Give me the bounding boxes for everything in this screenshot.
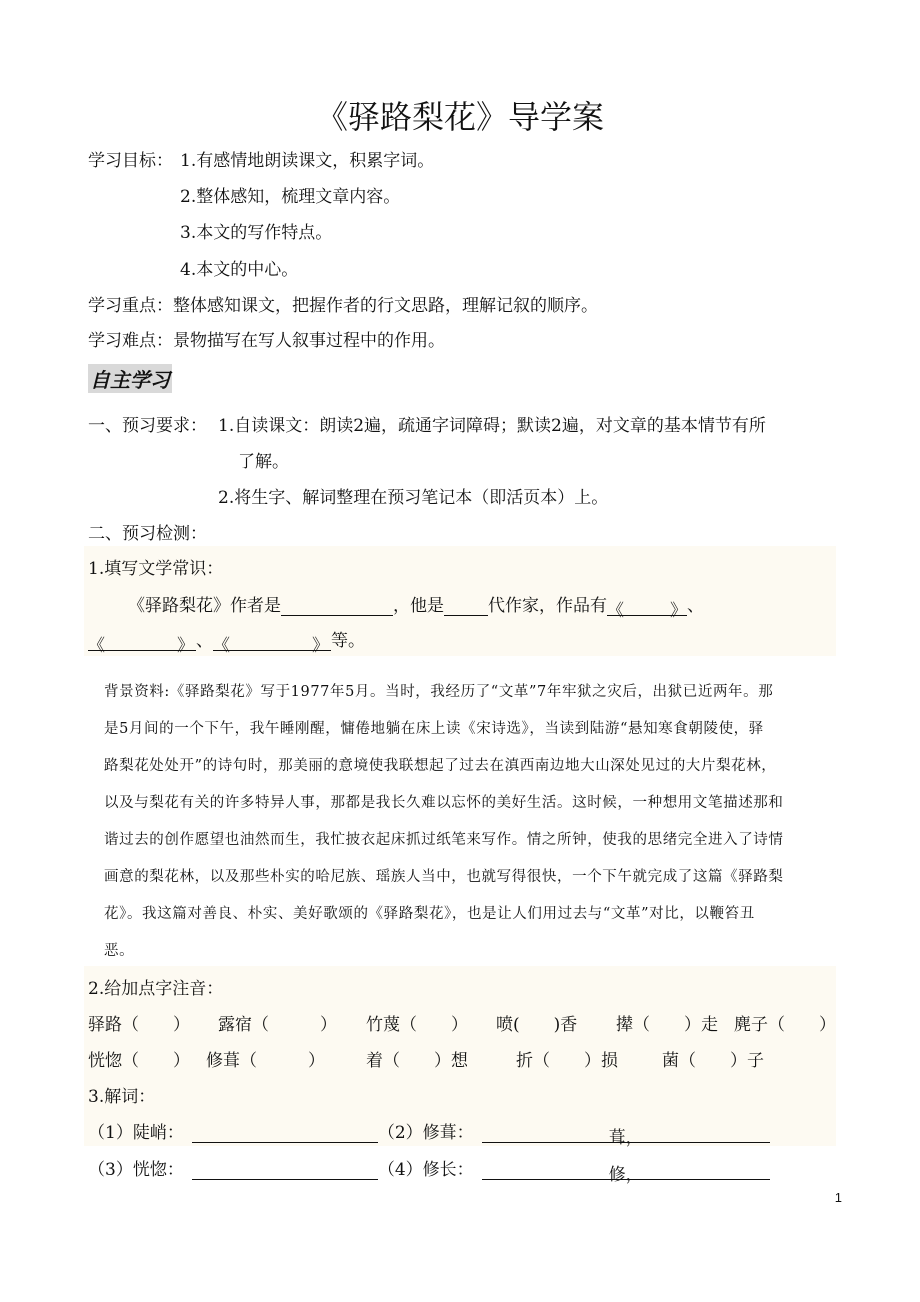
work-blank-1[interactable]: [607, 596, 687, 622]
pinyin-item: 麂子（ ）: [734, 1015, 836, 1035]
background-line: 花》。我这篇对善良、朴实、美好歌颂的《驿路梨花》，也是让人们用过去与“文革”对比，以鞭笞丑: [104, 906, 755, 922]
bracket: 》: [670, 601, 687, 622]
background-line: 恶。: [104, 943, 135, 959]
pinyin-item: 撵（ ）走: [616, 1015, 718, 1035]
q3-row1: [88, 1118, 770, 1149]
era-blank[interactable]: [444, 596, 488, 616]
bracket: 《: [213, 636, 230, 657]
separator: 、: [687, 596, 704, 616]
term-label: （1）陡峭：: [88, 1123, 184, 1143]
q1-text: 《驿路梨花》作者是: [128, 596, 281, 616]
difficulty: 学习难点：景物描写在写人叙事过程中的作用。: [88, 331, 445, 351]
pinyin-item: 喷( )香: [496, 1015, 578, 1035]
answer-blank[interactable]: [192, 1160, 378, 1180]
background-line: 是5月间的一个下午，我午睡刚醒，慵倦地躺在床上读《宋诗选》，当读到陆游“悬知寒食朝陵使，驿: [104, 721, 764, 737]
pinyin-item: 驿路（ ）: [88, 1015, 190, 1035]
work-blank-3[interactable]: [213, 631, 331, 657]
background-line: 谐过去的创作愿望也油然而生，我忙披衣起床抓过纸笔来写作。情之所钟，使我的思绪完全进入了诗情: [104, 832, 784, 848]
q1-label: 1.填写文学常识：: [88, 559, 224, 579]
bracket: 》: [312, 636, 329, 657]
pinyin-item: 恍惚（ ）: [88, 1051, 190, 1071]
objective-1: 1.有感情地朗读课文，积累字词。: [180, 151, 435, 171]
q1-text: ，他是: [393, 596, 444, 616]
pinyin-item: 露宿（ ）: [218, 1015, 337, 1035]
term-label: （4）修长：: [377, 1160, 474, 1180]
background-line: 路梨花处处开”的诗句时，那美丽的意境使我联想起了过去在滇西南边地大山深处见过的大片梨花林，: [104, 758, 777, 774]
hint-text: 葺，: [608, 1128, 643, 1149]
preview-item-2: 2.将生字、解词整理在预习笔记本（即活页本）上。: [218, 488, 609, 508]
answer-blank[interactable]: [482, 1123, 770, 1149]
pinyin-item: 竹蔑（ ）: [366, 1015, 468, 1035]
pinyin-item: 菌（ ）子: [662, 1051, 764, 1071]
term-label: （2）修葺：: [377, 1123, 474, 1143]
section-heading: 自主学习: [88, 364, 172, 393]
objectives-label: 学习目标：: [88, 151, 173, 171]
pinyin-item: 着（ ）想: [366, 1051, 468, 1071]
key-point: 学习重点：整体感知课文，把握作者的行文思路，理解记叙的顺序。: [88, 296, 598, 316]
bracket: 《: [88, 636, 105, 657]
work-blank-2[interactable]: [88, 631, 196, 657]
preview-item-1: 1.自读课文：朗读2遍，疏通字词障碍；默读2遍，对文章的基本情节有所: [218, 416, 766, 436]
background-line: 画意的梨花林，以及那些朴实的哈尼族、瑶族人当中，也就写得很快，一个下午就完成了这篇《驿路梨: [104, 869, 784, 885]
q1-line1: [128, 591, 704, 622]
pinyin-item: 修葺（ ）: [206, 1051, 325, 1071]
objective-3: 3.本文的写作特点。: [180, 223, 333, 243]
page-number: 1: [834, 1190, 842, 1205]
bracket: 》: [177, 636, 194, 657]
objective-4: 4.本文的中心。: [180, 260, 299, 280]
q3-label: 3.解词：: [88, 1087, 156, 1107]
q3-row2: [88, 1155, 770, 1186]
q1-text: 等。: [331, 631, 365, 651]
q2-label: 2.给加点字注音：: [88, 979, 224, 999]
preview-item-1-cont: 了解。: [238, 452, 289, 472]
background-line: 以及与梨花有关的许多特异人事，那都是我长久难以忘怀的美好生活。这时候，一种想用文笔描述那和: [104, 795, 784, 811]
hint-text: 修，: [608, 1165, 643, 1186]
term-label: （3）恍惚：: [88, 1160, 184, 1180]
q1-line2: [88, 626, 365, 657]
page-title: 《驿路梨花》导学案: [315, 98, 604, 136]
preview-label: 一、预习要求：: [88, 416, 207, 436]
answer-blank[interactable]: [192, 1123, 378, 1143]
author-blank[interactable]: [281, 596, 393, 616]
objective-2: 2.整体感知，梳理文章内容。: [180, 187, 401, 207]
answer-blank[interactable]: [482, 1160, 770, 1186]
pinyin-item: 折（ ）损: [516, 1051, 618, 1071]
check-label: 二、预习检测：: [88, 524, 207, 544]
bracket: 《: [607, 601, 624, 622]
background-line: 背景资料:《驿路梨花》写于1977年5月。当时，我经历了“文革”7年牢狱之灾后，出狱已近两年。那: [104, 684, 774, 700]
separator: 、: [196, 631, 213, 651]
q1-text: 代作家，作品有: [488, 596, 607, 616]
